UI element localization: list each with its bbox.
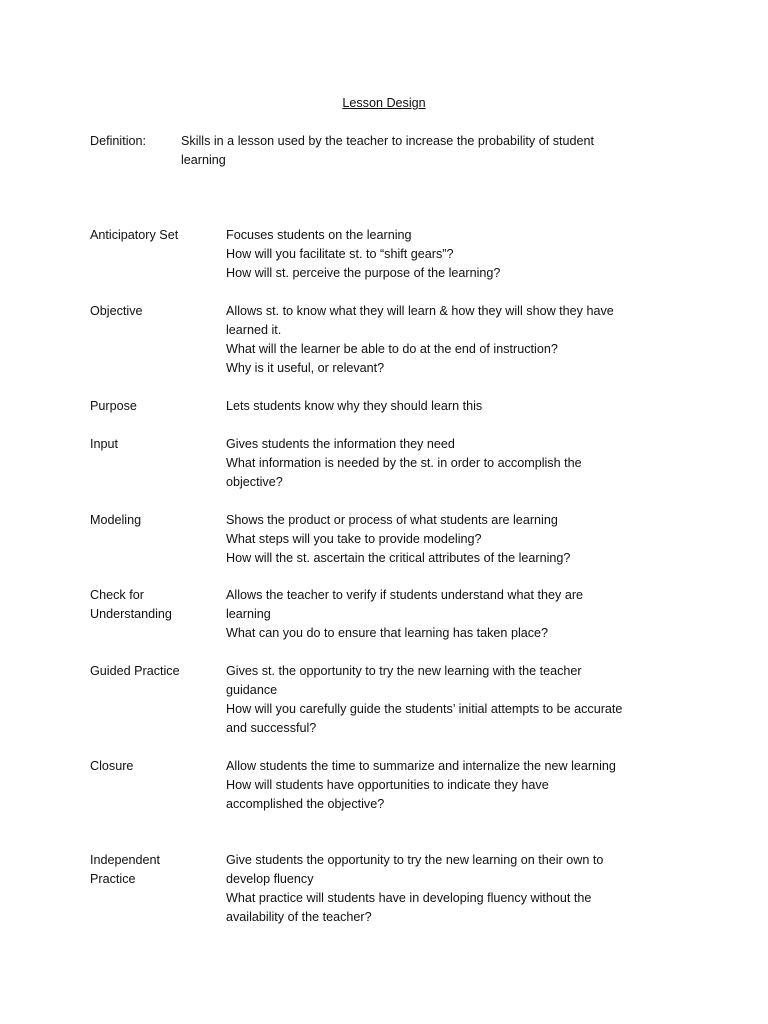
entry-line: How will you carefully guide the students’ initial attempts to be accurate and successful? bbox=[226, 702, 623, 735]
document-title: Lesson Design bbox=[342, 96, 426, 110]
entry-description bbox=[226, 397, 646, 416]
entry-line: How will st. perceive the purpose of the learning? bbox=[226, 266, 501, 280]
entry-line: Allows the teacher to verify if students understand what they are learning bbox=[226, 588, 584, 621]
entry-term: Independent Practice bbox=[90, 853, 161, 887]
entry-line: Shows the product or process of what students are learning bbox=[226, 513, 558, 527]
entry-line: How will the st. ascertain the critical attributes of the learning? bbox=[226, 551, 571, 565]
entry-term: Purpose bbox=[90, 399, 137, 413]
entry-line: Why is it useful, or relevant? bbox=[226, 361, 385, 375]
entry-description bbox=[226, 226, 646, 283]
entry-term: Guided Practice bbox=[90, 664, 180, 678]
entry-term: Modeling bbox=[90, 513, 142, 527]
entry-line: What information is needed by the st. in order to accomplish the objective? bbox=[226, 456, 582, 489]
definition-text: Skills in a lesson used by the teacher to increase the probability of student learning bbox=[181, 134, 595, 167]
entry-description bbox=[226, 851, 616, 927]
entry-description bbox=[226, 511, 646, 568]
entry-line: Allow students the time to summarize and internalize the new learning bbox=[226, 759, 616, 773]
entry-line: Allows st. to know what they will learn & how they will show they have learned it. bbox=[226, 304, 614, 337]
entry-description bbox=[226, 302, 616, 378]
entry-line: Lets students know why they should learn this bbox=[226, 399, 483, 413]
entry-description bbox=[226, 435, 611, 492]
definition-term: Definition: bbox=[90, 134, 147, 148]
entry-line: What will the learner be able to do at the end of instruction? bbox=[226, 342, 558, 356]
entry-description bbox=[226, 586, 611, 643]
entry-description bbox=[226, 662, 631, 738]
entry-term: Closure bbox=[90, 759, 134, 773]
entry-term: Check for Understanding bbox=[90, 588, 172, 622]
entry-term: Objective bbox=[90, 304, 143, 318]
entry-term: Input bbox=[90, 437, 119, 451]
entry-term: Anticipatory Set bbox=[90, 228, 179, 242]
entry-line: Gives st. the opportunity to try the new learning with the teacher guidance bbox=[226, 664, 582, 697]
entry-description bbox=[226, 757, 616, 814]
entry-line: What can you do to ensure that learning has taken place? bbox=[226, 626, 549, 640]
entry-line: How will students have opportunities to indicate they have accomplished the objective? bbox=[226, 778, 549, 811]
entry-line: Focuses students on the learning bbox=[226, 228, 412, 242]
entry-line: Gives students the information they need bbox=[226, 437, 455, 451]
entry-line: What practice will students have in developing fluency without the availability of the teacher? bbox=[226, 891, 592, 924]
entry-line: How will you facilitate st. to “shift gears”? bbox=[226, 247, 454, 261]
entry-line: Give students the opportunity to try the new learning on their own to develop fluency bbox=[226, 853, 604, 886]
entry-line: What steps will you take to provide modeling? bbox=[226, 532, 482, 546]
